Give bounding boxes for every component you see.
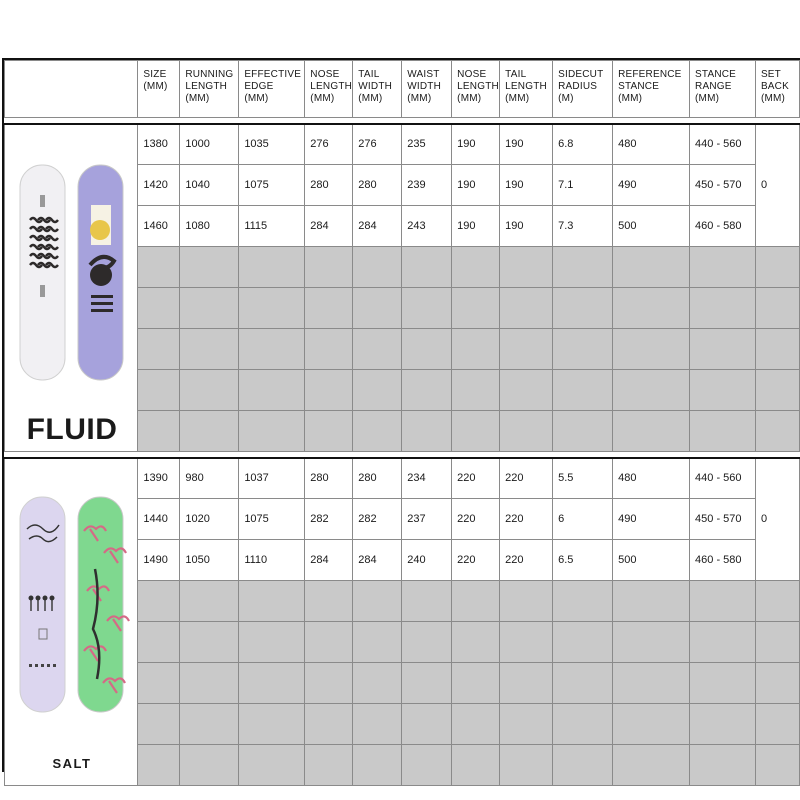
spec-cell <box>353 581 402 622</box>
spec-cell <box>402 745 452 786</box>
spec-cell <box>452 622 500 663</box>
column-header-line: RUNNING <box>185 69 234 80</box>
spec-cell: 6 <box>553 499 613 540</box>
spec-cell <box>402 288 452 329</box>
spec-cell: 220 <box>500 540 553 581</box>
column-header <box>138 61 180 118</box>
spec-cell <box>755 622 799 663</box>
column-header-line: SIZE <box>143 69 167 80</box>
column-header <box>402 61 452 118</box>
spec-cell: 276 <box>305 124 353 165</box>
column-header-line: (MM) <box>457 93 482 104</box>
spec-cell <box>138 329 180 370</box>
spec-cell <box>690 745 756 786</box>
spec-cell: 280 <box>353 165 402 206</box>
column-header-line: STANCE <box>695 69 737 80</box>
spec-cell: 500 <box>613 206 690 247</box>
spec-cell <box>138 745 180 786</box>
spec-cell: 284 <box>353 540 402 581</box>
spec-cell: 480 <box>613 458 690 499</box>
spec-cell <box>138 411 180 452</box>
spec-cell: 280 <box>305 458 353 499</box>
column-header-line: RADIUS <box>558 81 598 92</box>
spec-cell <box>353 663 402 704</box>
spec-cell: 1075 <box>239 165 305 206</box>
header-corner <box>5 61 138 118</box>
spec-cell: 1037 <box>239 458 305 499</box>
spec-cell <box>353 247 402 288</box>
spec-cell <box>239 581 305 622</box>
spec-cell <box>305 247 353 288</box>
spec-cell: 1460 <box>138 206 180 247</box>
spec-cell: 243 <box>402 206 452 247</box>
spec-cell: 220 <box>452 458 500 499</box>
column-header-line: (MM) <box>695 93 720 104</box>
spec-cell <box>452 329 500 370</box>
spec-cell <box>305 581 353 622</box>
spec-cell <box>353 622 402 663</box>
spec-cell: 280 <box>305 165 353 206</box>
spec-cell <box>755 663 799 704</box>
spec-cell <box>500 411 553 452</box>
spec-cell: 7.3 <box>553 206 613 247</box>
spec-cell <box>613 581 690 622</box>
spec-cell <box>305 663 353 704</box>
column-header-line: WIDTH <box>407 81 442 92</box>
spec-cell <box>690 329 756 370</box>
column-header-line: TAIL <box>358 69 380 80</box>
spec-cell <box>402 247 452 288</box>
spec-cell <box>613 288 690 329</box>
spec-cell <box>138 581 180 622</box>
column-header-line: (MM) <box>618 93 643 104</box>
spec-cell <box>500 745 553 786</box>
spec-cell <box>755 288 799 329</box>
model-name: SALT <box>52 755 92 771</box>
column-header-line: (MM) <box>185 93 210 104</box>
spec-cell <box>353 370 402 411</box>
spec-cell: 6.8 <box>553 124 613 165</box>
column-header-line: STANCE <box>618 81 660 92</box>
spec-cell <box>553 411 613 452</box>
spec-cell <box>500 704 553 745</box>
spec-cell <box>239 247 305 288</box>
spec-cell <box>553 370 613 411</box>
spec-cell: 450 - 570 <box>690 499 756 540</box>
spec-cell <box>613 247 690 288</box>
spec-cell <box>305 370 353 411</box>
spec-cell: 190 <box>500 165 553 206</box>
spec-cell: 460 - 580 <box>690 540 756 581</box>
column-header <box>500 61 553 118</box>
spec-cell <box>402 581 452 622</box>
spec-cell <box>138 704 180 745</box>
column-header-line: WAIST <box>407 69 440 80</box>
spec-cell <box>180 288 239 329</box>
spec-cell <box>180 411 239 452</box>
column-header-line: (MM) <box>760 93 786 104</box>
column-header <box>613 61 690 118</box>
spec-cell <box>138 663 180 704</box>
spec-cell <box>755 329 799 370</box>
spec-cell <box>613 745 690 786</box>
column-header-line: RANGE <box>695 81 732 92</box>
spec-cell: 220 <box>500 499 553 540</box>
spec-cell: 490 <box>613 499 690 540</box>
spec-cell: 240 <box>402 540 452 581</box>
spec-cell: 280 <box>353 458 402 499</box>
spec-cell <box>402 329 452 370</box>
board-illustration <box>5 459 138 732</box>
spec-cell: 450 - 570 <box>690 165 756 206</box>
spec-cell: 480 <box>613 124 690 165</box>
spec-cell: 284 <box>353 206 402 247</box>
spec-cell <box>500 329 553 370</box>
column-header-line: (MM) <box>505 93 530 104</box>
column-header-line: (MM) <box>310 93 335 104</box>
spec-cell <box>305 622 353 663</box>
spec-cell: 239 <box>402 165 452 206</box>
spec-cell: 220 <box>452 499 500 540</box>
spec-cell: 1050 <box>180 540 239 581</box>
spec-cell <box>452 704 500 745</box>
spec-cell <box>239 329 305 370</box>
spec-cell: 1420 <box>138 165 180 206</box>
spec-cell: 1110 <box>239 540 305 581</box>
spec-cell <box>402 411 452 452</box>
fluid-model-cell <box>5 124 138 452</box>
column-header <box>452 61 500 118</box>
spec-cell <box>452 288 500 329</box>
column-header-line: BACK <box>760 81 789 92</box>
spec-cell <box>553 622 613 663</box>
spec-cell <box>180 622 239 663</box>
spec-cell <box>180 370 239 411</box>
spec-cell <box>452 745 500 786</box>
spec-cell: 1390 <box>138 458 180 499</box>
spec-cell <box>239 704 305 745</box>
spec-cell <box>613 704 690 745</box>
column-header-line: LENGTH <box>457 81 499 92</box>
spec-cell: 500 <box>613 540 690 581</box>
spec-cell <box>553 247 613 288</box>
spec-sheet <box>2 58 800 772</box>
spec-cell <box>755 581 799 622</box>
column-header-line: LENGTH <box>505 81 547 92</box>
spec-cell <box>613 663 690 704</box>
spec-cell: 190 <box>452 165 500 206</box>
column-header <box>180 61 239 118</box>
spec-cell: 1490 <box>138 540 180 581</box>
spec-cell: 190 <box>500 124 553 165</box>
salt-model-cell <box>5 458 138 786</box>
spec-cell <box>500 370 553 411</box>
spec-cell <box>690 663 756 704</box>
model-name: FLUID <box>26 412 118 446</box>
spec-cell <box>553 329 613 370</box>
column-header-line: LENGTH <box>310 81 353 92</box>
spec-cell <box>239 370 305 411</box>
spec-cell <box>500 288 553 329</box>
column-header-line: EFFECTIVE <box>244 69 302 80</box>
spec-cell <box>239 663 305 704</box>
column-header <box>755 61 799 118</box>
spec-cell <box>755 704 799 745</box>
spec-cell <box>305 411 353 452</box>
spec-cell: 5.5 <box>553 458 613 499</box>
spec-cell: 1040 <box>180 165 239 206</box>
spec-cell <box>180 247 239 288</box>
spec-cell <box>452 411 500 452</box>
spec-cell: 980 <box>180 458 239 499</box>
column-header-line: LENGTH <box>185 81 228 92</box>
spec-table <box>4 60 800 786</box>
spec-cell <box>239 288 305 329</box>
spec-cell: 1075 <box>239 499 305 540</box>
spec-cell <box>138 370 180 411</box>
column-header-line: WIDTH <box>358 81 393 92</box>
spec-cell <box>500 581 553 622</box>
spec-cell: 1440 <box>138 499 180 540</box>
spec-row <box>5 458 800 499</box>
spec-cell: 235 <box>402 124 452 165</box>
spec-cell <box>180 745 239 786</box>
spec-cell <box>305 704 353 745</box>
spec-cell <box>613 370 690 411</box>
spec-cell: 1080 <box>180 206 239 247</box>
spec-cell <box>353 288 402 329</box>
spec-cell <box>690 622 756 663</box>
spec-cell <box>553 581 613 622</box>
spec-cell <box>402 370 452 411</box>
spec-cell <box>553 704 613 745</box>
spec-cell <box>613 329 690 370</box>
spec-cell <box>613 411 690 452</box>
column-header-line: NOSE <box>310 69 340 80</box>
spec-cell <box>138 247 180 288</box>
spec-cell: 220 <box>452 540 500 581</box>
spec-cell: 284 <box>305 206 353 247</box>
spec-cell <box>402 663 452 704</box>
spec-cell <box>138 622 180 663</box>
spec-cell <box>690 247 756 288</box>
spec-cell: 282 <box>305 499 353 540</box>
spec-cell: 1115 <box>239 206 305 247</box>
column-header-line: (MM) <box>358 93 383 104</box>
spec-cell: 490 <box>613 165 690 206</box>
spec-cell: 220 <box>500 458 553 499</box>
spec-cell <box>500 247 553 288</box>
spec-cell: 1380 <box>138 124 180 165</box>
fluid-board-image <box>5 125 138 395</box>
spec-cell <box>755 247 799 288</box>
column-header-line: TAIL <box>505 69 527 80</box>
spec-cell <box>500 663 553 704</box>
spec-cell: 440 - 560 <box>690 124 756 165</box>
spec-cell: 460 - 580 <box>690 206 756 247</box>
spec-cell <box>500 622 553 663</box>
spec-cell <box>613 622 690 663</box>
spec-cell <box>180 329 239 370</box>
column-header-line: (M) <box>558 93 574 104</box>
spec-cell: 234 <box>402 458 452 499</box>
column-header-line: REFERENCE <box>618 69 682 80</box>
spec-cell <box>239 745 305 786</box>
spec-cell: 6.5 <box>553 540 613 581</box>
board-illustration <box>5 125 138 398</box>
spec-cell <box>138 288 180 329</box>
spec-cell: 1035 <box>239 124 305 165</box>
spec-cell <box>353 329 402 370</box>
spec-cell <box>690 370 756 411</box>
header-row <box>5 61 800 118</box>
spec-cell <box>553 663 613 704</box>
spec-cell <box>239 411 305 452</box>
spec-cell: 237 <box>402 499 452 540</box>
spec-cell <box>755 411 799 452</box>
spec-cell: 7.1 <box>553 165 613 206</box>
salt-board-image <box>5 459 138 729</box>
setback-cell: 0 <box>755 124 799 247</box>
spec-cell <box>239 622 305 663</box>
spec-cell: 190 <box>452 124 500 165</box>
spec-cell <box>353 745 402 786</box>
spec-cell <box>553 288 613 329</box>
column-header <box>553 61 613 118</box>
column-header-line: EDGE <box>244 81 274 92</box>
spec-cell <box>690 288 756 329</box>
spec-cell <box>755 370 799 411</box>
spec-cell <box>452 663 500 704</box>
column-header-line: NOSE <box>457 69 487 80</box>
column-header <box>305 61 353 118</box>
spec-cell <box>180 581 239 622</box>
spec-cell <box>305 745 353 786</box>
spec-cell: 190 <box>452 206 500 247</box>
spec-cell: 284 <box>305 540 353 581</box>
spec-cell: 282 <box>353 499 402 540</box>
spec-cell: 276 <box>353 124 402 165</box>
spec-cell <box>755 745 799 786</box>
spec-cell: 1000 <box>180 124 239 165</box>
spec-cell <box>452 581 500 622</box>
spec-cell <box>690 581 756 622</box>
spec-cell <box>353 411 402 452</box>
spec-cell <box>553 745 613 786</box>
spec-cell: 440 - 560 <box>690 458 756 499</box>
column-header <box>690 61 756 118</box>
column-header <box>239 61 305 118</box>
spec-cell <box>305 288 353 329</box>
spec-cell <box>452 247 500 288</box>
spec-cell <box>690 411 756 452</box>
column-header-line: (MM) <box>143 81 168 92</box>
setback-cell: 0 <box>755 458 799 581</box>
spec-cell: 190 <box>500 206 553 247</box>
spec-row <box>5 124 800 165</box>
spec-cell <box>180 704 239 745</box>
column-header <box>353 61 402 118</box>
spec-cell <box>353 704 402 745</box>
column-header-line: (MM) <box>407 93 432 104</box>
column-header-line: SIDECUT <box>558 69 604 80</box>
spec-cell: 1020 <box>180 499 239 540</box>
spec-cell <box>402 622 452 663</box>
spec-cell <box>452 370 500 411</box>
column-header-line: (MM) <box>244 93 269 104</box>
spec-cell <box>402 704 452 745</box>
spec-cell <box>180 663 239 704</box>
column-header-line: SET <box>760 69 781 80</box>
spec-cell <box>305 329 353 370</box>
spec-cell <box>690 704 756 745</box>
